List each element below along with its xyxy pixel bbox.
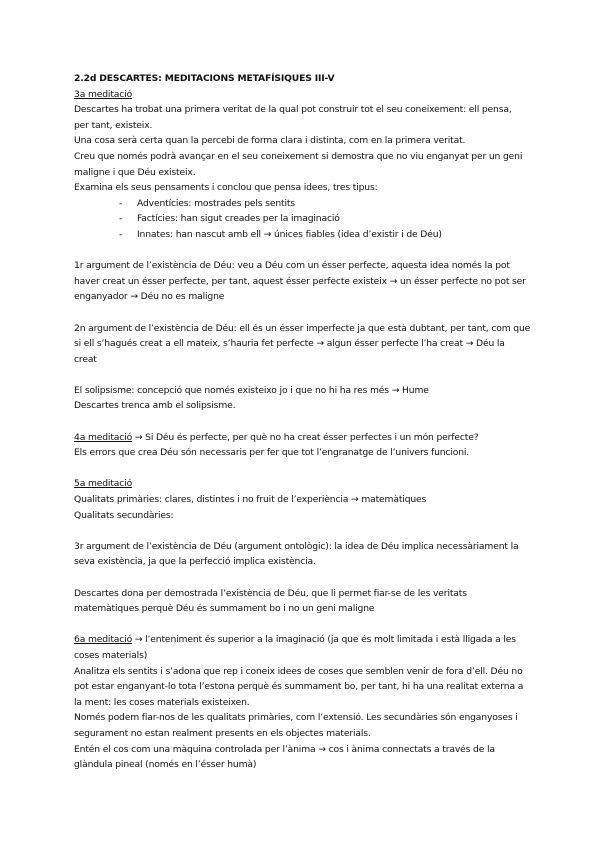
paragraph-line: per tant, existeix. [74, 119, 153, 131]
paragraph-line: Analitza els sentits i s’adona que rep i coneix idees de coses que semblen venir de fora d’ell. Déu no [74, 665, 523, 677]
paragraph-line: haver creat un ésser perfecte, per tant, aquest ésser perfecte existeix → un ésser perfecte no pot ser [74, 275, 526, 287]
dash-marker: - [119, 213, 123, 225]
section-heading-rest: → Si Déu és perfecte, per què no ha creat ésser perfectes i un món perfecte? [132, 431, 479, 443]
bullet-item [74, 196, 534, 212]
paragraph-line: Els errors que crea Déu són necessaris per fer que tot l’engranatge de l’univers funcioni. [74, 447, 470, 459]
bullet-text: Adventícies: mostrades pels sentits [137, 197, 295, 209]
paragraph-line: El solipsisme: concepció que només existeixo jo i que no hi ha res més → Hume [74, 384, 429, 396]
bullet-text: Factícies: han sigut creades per la imaginació [137, 213, 340, 225]
section-line-4a [74, 430, 534, 446]
paragraph-line: Descartes dona per demostrada l’existència de Déu, que li permet fiar-se de les veritats [74, 587, 467, 599]
dash-marker: - [119, 197, 123, 209]
paragraph-line: creat [74, 353, 97, 365]
bullet-item [74, 211, 534, 227]
paragraph-line: Qualitats primàries: clares, distintes i no fruit de l’experiència → matemàtiques [74, 494, 427, 506]
paragraph-line: la ment: les coses materials existeixen. [74, 696, 250, 708]
paragraph-line: Qualitats secundàries: [74, 509, 174, 521]
document-title: 2.2d DESCARTES: MEDITACIONS METAFÍSIQUES III-V [74, 73, 335, 84]
paragraph-line: Descartes trenca amb el solipsisme. [74, 400, 236, 412]
paragraph-line: Una cosa serà certa quan la percebi de forma clara i distinta, com en la primera veritat. [74, 135, 466, 147]
section-heading-3a: 3a meditació [74, 88, 133, 100]
bullet-text: Innates: han nascut amb ell → únices fiables (idea d’existir i de Déu) [137, 228, 442, 240]
section-heading-rest: → l’enteniment és superior a la imaginació (ja que és molt limitada i està lligada a les [132, 634, 516, 646]
paragraph-line: Examina els seus pensaments i conclou que pensa idees, tres tipus: [74, 182, 378, 194]
paragraph-line: glàndula pineal (només en l’ésser humà) [74, 759, 257, 771]
paragraph-line: matemàtiques perquè Déu és summament bo i no un geni maligne [74, 603, 375, 615]
paragraph-line: Descartes ha trobat una primera veritat de la qual pot construir tot el seu coneixement: ell pensa, [74, 104, 512, 116]
paragraph-line: coses materials) [74, 649, 148, 661]
paragraph-line: maligne i que Déu existeix. [74, 166, 196, 178]
bullet-item [74, 227, 534, 243]
section-heading-6a: 6a meditació [74, 634, 133, 646]
paragraph-line: seva existència, ja que la perfecció implica existència. [74, 556, 316, 568]
paragraph-line: Entén el cos com una màquina controlada per l’ànima → cos i ànima connectats a través de la [74, 743, 495, 755]
section-heading-5a: 5a meditació [74, 478, 133, 490]
section-heading-4a: 4a meditació [74, 431, 133, 443]
paragraph-line: Creu que només podrà avançar en el seu coneixement si demostra que no viu enganyat per un geni [74, 150, 523, 162]
paragraph-line: enganyador → Déu no es maligne [74, 291, 225, 303]
paragraph-line: 2n argument de l’existència de Déu: ell és un ésser imperfecte ja que està dubtant, per tant, com que [74, 322, 531, 334]
paragraph-line: 3r argument de l’existència de Déu (argument ontològic): la idea de Déu implica necessàriament la [74, 540, 519, 552]
dash-marker: - [119, 228, 123, 240]
paragraph-line: si ell s’hagués creat a ell mateix, s’hauria fet perfecte → algun ésser perfecte l’ha creat → Déu la [74, 338, 505, 350]
paragraph-line: 1r argument de l’existència de Déu: veu a Déu com un ésser perfecte, aquesta idea només la pot [74, 260, 510, 272]
paragraph-line: Només podem fiar-nos de les qualitats primàries, com l’extensió. Les secundàries són enganyoses i [74, 712, 518, 724]
section-line-6a [74, 632, 534, 648]
paragraph-line: pot estar enganyant-lo tota l’estona perquè és summament bo, per tant, hi ha una realitat externa a [74, 681, 524, 693]
document-page [74, 71, 534, 773]
paragraph-line: segurament no estan realment presents en els objectes materials. [74, 727, 371, 739]
